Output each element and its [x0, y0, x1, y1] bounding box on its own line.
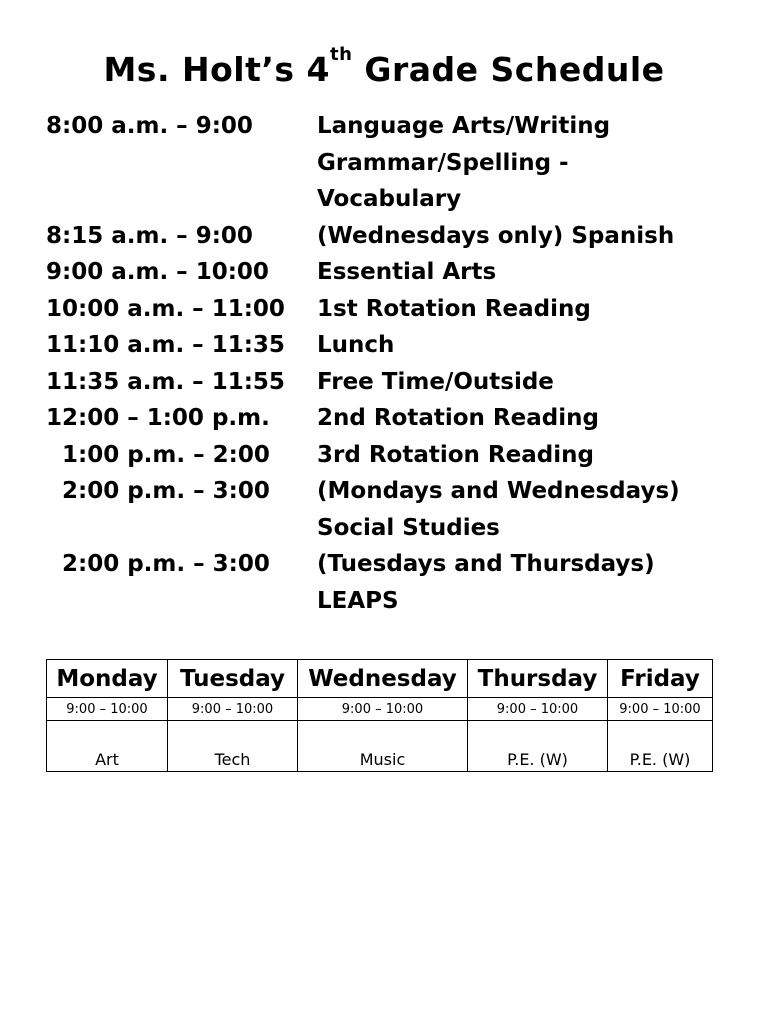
time-cell: 9:00 – 10:00: [468, 698, 608, 721]
time-cell: 9:00 – 10:00: [608, 698, 713, 721]
day-header-tuesday: Tuesday: [168, 660, 298, 698]
schedule-time: 10:00 a.m. – 11:00: [46, 295, 285, 322]
schedule-activity: 3rd Rotation Reading: [317, 441, 594, 468]
schedule-activity: Lunch: [317, 332, 395, 358]
title-main: Ms. Holt’s 4: [103, 50, 330, 89]
subject-cell: P.E. (W): [608, 721, 713, 772]
schedule-time: 2:00 p.m. – 3:00: [62, 551, 270, 577]
title-rest: Grade Schedule: [352, 50, 665, 89]
specials-table: [46, 659, 713, 772]
subject-cell: P.E. (W): [468, 721, 608, 772]
day-header-monday: Monday: [47, 660, 168, 698]
table-row-subjects: [47, 721, 713, 772]
schedule-activity: Grammar/Spelling -: [317, 149, 569, 176]
schedule-time: 12:00 – 1:00 p.m.: [46, 405, 270, 431]
schedule-time: 8:00 a.m. – 9:00: [46, 113, 253, 139]
schedule-activity: (Mondays and Wednesdays): [317, 478, 680, 504]
schedule-activity: Essential Arts: [317, 259, 497, 285]
page-title: [0, 44, 768, 89]
time-cell: 9:00 – 10:00: [298, 698, 468, 721]
subject-cell: Tech: [168, 721, 298, 772]
subject-cell: Music: [298, 721, 468, 772]
subject-cell: Art: [47, 721, 168, 772]
schedule-activity: LEAPS: [317, 587, 399, 614]
day-header-wednesday: Wednesday: [298, 660, 468, 698]
schedule-activity: Vocabulary: [317, 186, 462, 212]
schedule-time: 11:35 a.m. – 11:55: [46, 368, 285, 395]
schedule-activity: 2nd Rotation Reading: [317, 405, 599, 431]
day-header-friday: Friday: [608, 660, 713, 698]
schedule-time: 11:10 a.m. – 11:35: [46, 332, 285, 358]
schedule-activity: 1st Rotation Reading: [317, 295, 591, 322]
schedule-time: 1:00 p.m. – 2:00: [62, 441, 270, 468]
time-cell: 9:00 – 10:00: [168, 698, 298, 721]
schedule-activity: (Wednesdays only) Spanish: [317, 222, 675, 249]
schedule-activity: (Tuesdays and Thursdays): [317, 551, 655, 577]
schedule-activity: Social Studies: [317, 514, 500, 541]
schedule-time: 8:15 a.m. – 9:00: [46, 222, 253, 249]
title-superscript: th: [329, 44, 353, 65]
table-row-times: [47, 698, 713, 721]
table-header-row: [47, 660, 713, 698]
schedule-time: 2:00 p.m. – 3:00: [62, 478, 270, 504]
day-header-thursday: Thursday: [468, 660, 608, 698]
time-cell: 9:00 – 10:00: [47, 698, 168, 721]
schedule-activity: Free Time/Outside: [317, 368, 554, 395]
schedule-time: 9:00 a.m. – 10:00: [46, 259, 269, 285]
schedule-activity: Language Arts/Writing: [317, 113, 611, 139]
